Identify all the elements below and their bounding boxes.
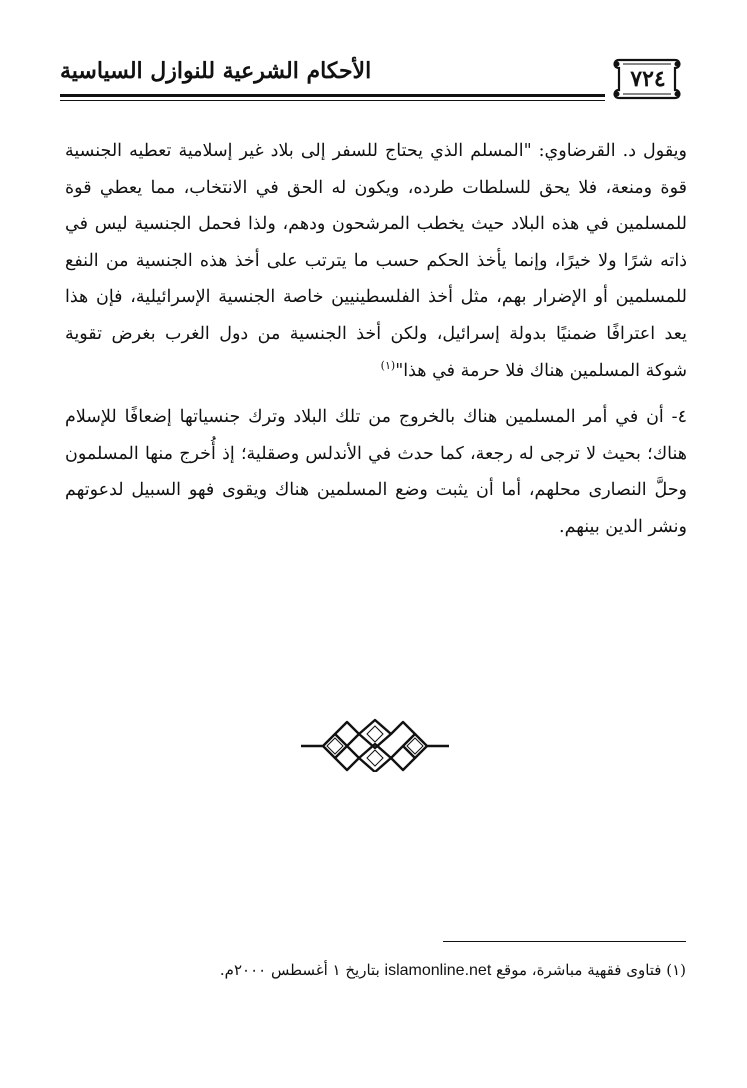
knot-ornament-icon xyxy=(295,716,455,772)
paragraph-point-4: ٤- أن في أمر المسلمين هناك بالخروج من تلك البلاد وترك جنسياتها إضعافًا للإسلام هناك؛ بحيث لا ترجى له رجعة، كما حدث في الأندلس وصقلية؛ إذ أُخرج منها المسلمون وحلَّ النصارى محلهم، أما أن يثبت وضع المسلمين هناك ويقوى فهو السبيل لدعوتهم ونشر الدين بينهم. xyxy=(65,407,687,537)
page-header xyxy=(60,54,685,104)
footnote-site: islamonline.net xyxy=(384,962,492,979)
footnote-reference[interactable]: (١) xyxy=(380,358,396,372)
page-number: ٧٢٤ xyxy=(630,66,666,92)
header-rule-thin xyxy=(60,100,605,101)
footnote-1: (١) فتاوى فقهية مباشرة، موقع islamonline.net بتاريخ ١ أغسطس ٢٠٠٠م. xyxy=(219,961,686,979)
header-rule-thick xyxy=(60,94,605,97)
page-number-badge xyxy=(611,54,685,104)
main-text xyxy=(65,133,687,546)
footnote-separator xyxy=(443,941,686,942)
paragraph-qaradawi-quote: ويقول د. القرضاوي: "المسلم الذي يحتاج للسفر إلى بلاد غير إسلامية تعطيه الجنسية قوة ومنعة، فلا يحق للسلطات طرده، ويكون له الحق في الانتخاب، مما يعطي قوة للمسلمين في هذه البلاد حيث يخطب المرشحون ودهم، ولذا فحمل الجنسية ليس في ذاته شرًا ولا خيرًا، وإنما يأخذ الحكم حسب ما يترتب على أخذ هذه الجنسية من النفع للمسلمين أو الإضرار بهم، مثل أخذ الفلسطينيين خاصة الجنسية الإسرائيلية، فإن هذا يعد اعترافًا ضمنيًا بدولة إسرائيل، ولكن أخذ الجنسية من دول الغرب بغرض تقوية شوكة المسلمين هناك فلا حرمة في هذا"$^{(١)}$ xyxy=(65,141,687,381)
running-title: الأحكام الشرعية للنوازل السياسية xyxy=(60,58,372,84)
